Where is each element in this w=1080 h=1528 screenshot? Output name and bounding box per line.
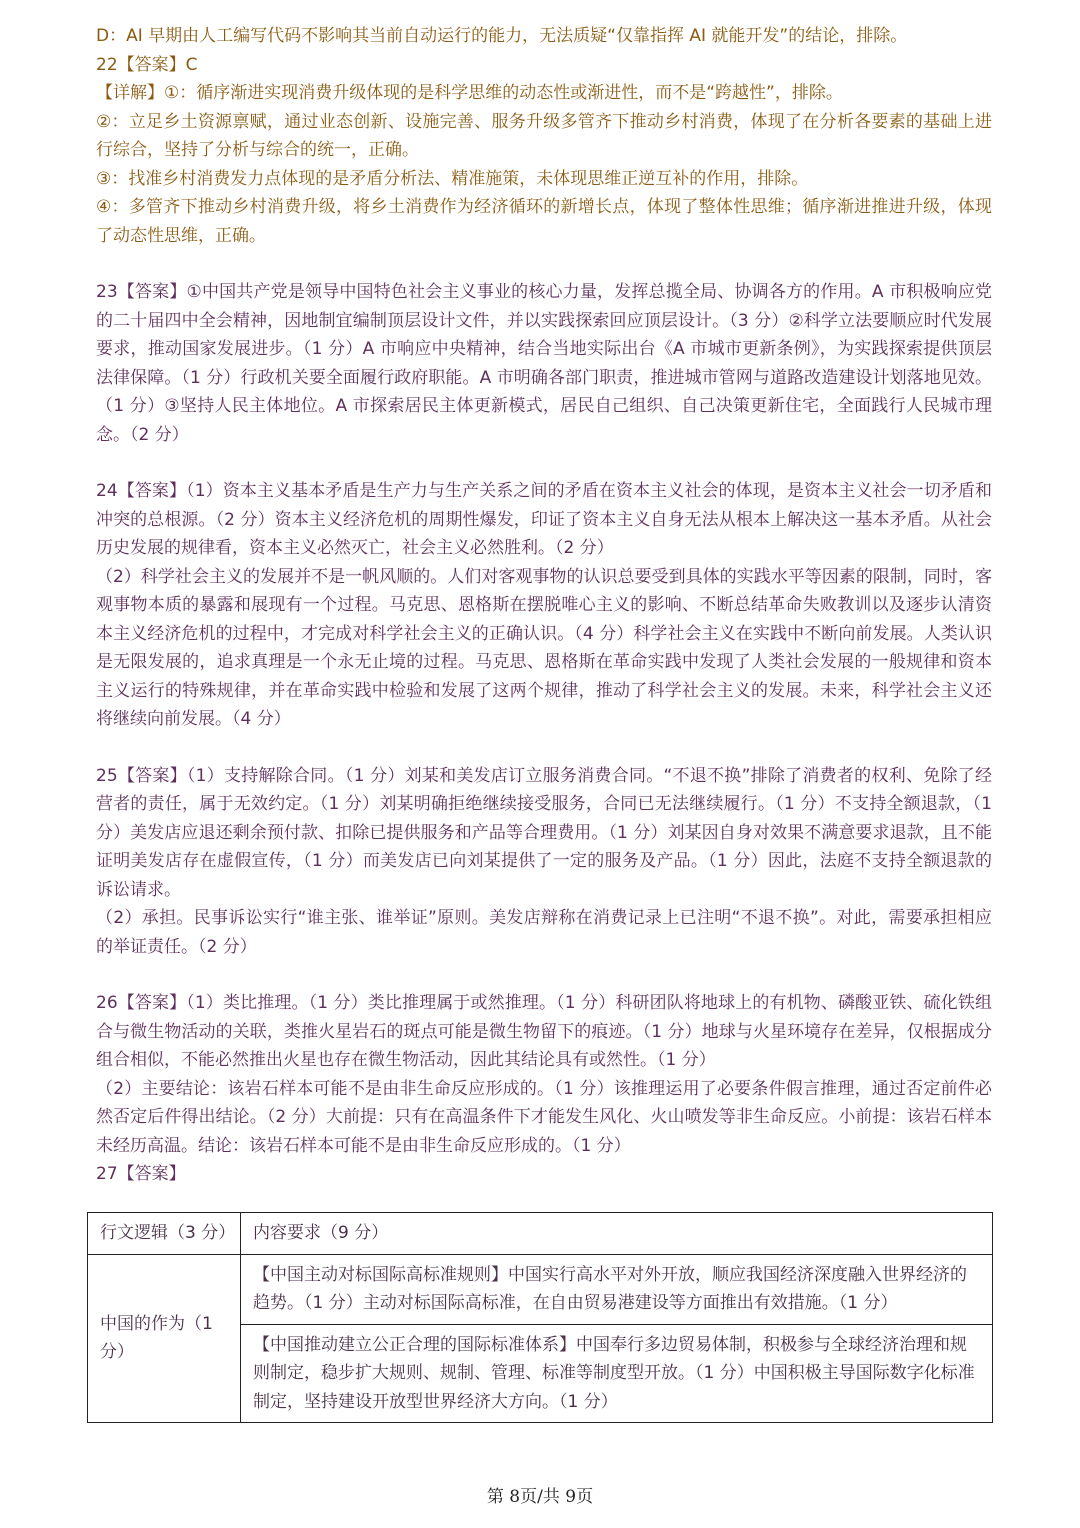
table-row <box>88 1254 993 1324</box>
header-content: 内容要求（9 分） <box>241 1213 993 1255</box>
q26-part1: 26【答案】（1）类比推理。（1 分）类比推理属于或然推理。（1 分）科研团队将地球上的有机物、磷酸亚铁、硫化铁组合与微生物活动的关联，类推火星岩石的斑点可能是微生物留下的痕迹。（1 分）地球与火星环境存在差异，仅根据成分组合相似，不能必然推出火星也存在微生物活动，因此其结论具有或然性。（1 分） <box>96 993 992 1070</box>
table-cell-system: 【中国推动建立公正合理的国际标准体系】中国奉行多边贸易体制，积极参与全球经济治理和规则制定，稳步扩大规则、规制、管理、标准等制度型开放。（1 分）中国积极主导国际数字化标准制定，坚持建设开放型世界经济大方向。（1 分） <box>241 1324 993 1423</box>
q25-part2: （2）承担。民事诉讼实行“谁主张、谁举证”原则。美发店辩称在消费记录上已注明“不退不换”。对此，需要承担相应的举证责任。（2 分） <box>96 908 992 957</box>
spacer <box>96 250 992 278</box>
page-number: 第 8页/共 9页 <box>486 1487 594 1507</box>
q22-option-4: ④：多管齐下推动乡村消费升级，将乡土消费作为经济循环的新增长点，体现了整体性思维；循序渐进推进升级，体现了动态性思维，正确。 <box>96 197 992 246</box>
table-cell-standards: 【中国主动对标国际高标准规则】中国实行高水平对外开放，顺应我国经济深度融入世界经济的趋势。（1 分）主动对标国际高标准，在自由贸易港建设等方面推出有效措施。（1 分） <box>241 1254 993 1324</box>
spacer <box>96 961 992 989</box>
q26-part2: （2）主要结论：该岩石样本可能不是由非生命反应形成的。（1 分）该推理运用了必要条件假言推理，通过否定前件必然否定后件得出结论。（2 分）大前提：只有在高温条件下才能发生风化、火山喷发等非生命反应。小前提：该岩石样本未经历高温。结论：该岩石样本可能不是由非生命反应形成的。（1 分） <box>96 1078 992 1156</box>
spacer <box>96 449 992 477</box>
header-logic: 行文逻辑（3 分） <box>88 1213 241 1255</box>
q25-part1: 25【答案】（1）支持解除合同。（1 分）刘某和美发店订立服务消费合同。“不退不换”排除了消费者的权利、免除了经营者的责任，属于无效约定。（1 分）刘某明确拒绝继续接受服务，合同已无法继续履行。（1 分）不支持全额退款，（1 分）美发店应退还剩余预付款、扣除已提供服务和产品等合理费用。（1 分）刘某因自身对效果不满意要求退款，且不能证明美发店存在虚假宣传，（1 分）而美发店已向刘某提供了一定的服务及产品。（1 分）因此，法庭不支持全额退款的诉讼请求。 <box>96 765 992 900</box>
spacer <box>96 734 992 762</box>
q24-part1: 24【答案】（1）资本主义基本矛盾是生产力与生产关系之间的矛盾在资本主义社会的体现，是资本主义社会一切矛盾和冲突的总根源。（2 分）资本主义经济危机的周期性爆发，印证了资本主义自身无法从根本上解决这一基本矛盾。从社会历史发展的规律看，资本主义必然灭亡，社会主义必然胜利。（2 分） <box>96 481 992 558</box>
q22-answer: 22【答案】C <box>96 54 198 75</box>
q21-option-d: D：AI 早期由人工编写代码不影响其当前自动运行的能力，无法质疑“仅靠指挥 AI 就能开发”的结论，排除。 <box>96 26 908 46</box>
table-header-row <box>88 1213 993 1255</box>
q22-detail: 【详解】①：循序渐进实现消费升级体现的是科学思维的动态性或渐进性，而不是“跨越性”，排除。 <box>96 83 843 103</box>
q27-answer: 27【答案】 <box>96 1164 186 1184</box>
q23-answer: 23【答案】①中国共产党是领导中国特色社会主义事业的核心力量，发挥总揽全局、协调各方的作用。A 市积极响应党的二十届四中全会精神，因地制宜编制顶层设计文件，并以实践探索回应顶层设计。（3 分）②科学立法要顺应时代发展要求，推动国家发展进步。（1 分）A 市响应中央精神，结合当地实际出台《A 市城市更新条例》，为实践探索提供顶层法律保障。（1 分）行政机关要全面履行政府职能。A 市明确各部门职责，推进城市管网与道路改造建设计划落地见效。（1 分）③坚持人民主体地位。A 市探索居民主体更新模式，居民自己组织、自己决策更新住宅，全面践行人民城市理念。（2 分） <box>96 282 992 445</box>
answer-document <box>96 22 992 1189</box>
q24-part2: （2）科学社会主义的发展并不是一帆风顺的。人们对客观事物的认识总要受到具体的实践水平等因素的限制，同时，客观事物本质的暴露和展现有一个过程。马克思、恩格斯在摆脱唯心主义的影响、不断总结革命失败教训以及逐步认清资本主义经济危机的过程中，才完成对科学社会主义的正确认识。（4 分）科学社会主义在实践中不断向前发展。人类认识是无限发展的，追求真理是一个永无止境的过程。马克思、恩格斯在革命实践中发现了人类社会发展的一般规律和资本主义运行的特殊规律，并在革命实践中检验和发展了这两个规律，推动了科学社会主义的发展。未来，科学社会主义还将继续向前发展。（4 分） <box>96 566 992 729</box>
q22-option-3: ③：找准乡村消费发力点体现的是矛盾分析法、精准施策，未体现思维正逆互补的作用，排除。 <box>96 168 809 189</box>
q27-scoring-table <box>87 1212 993 1423</box>
row-label-china: 中国的作为（1 分） <box>88 1254 241 1423</box>
q22-option-2: ②：立足乡土资源禀赋，通过业态创新、设施完善、服务升级多管齐下推动乡村消费，体现了在分析各要素的基础上进行综合，坚持了分析与综合的统一，正确。 <box>96 111 992 160</box>
